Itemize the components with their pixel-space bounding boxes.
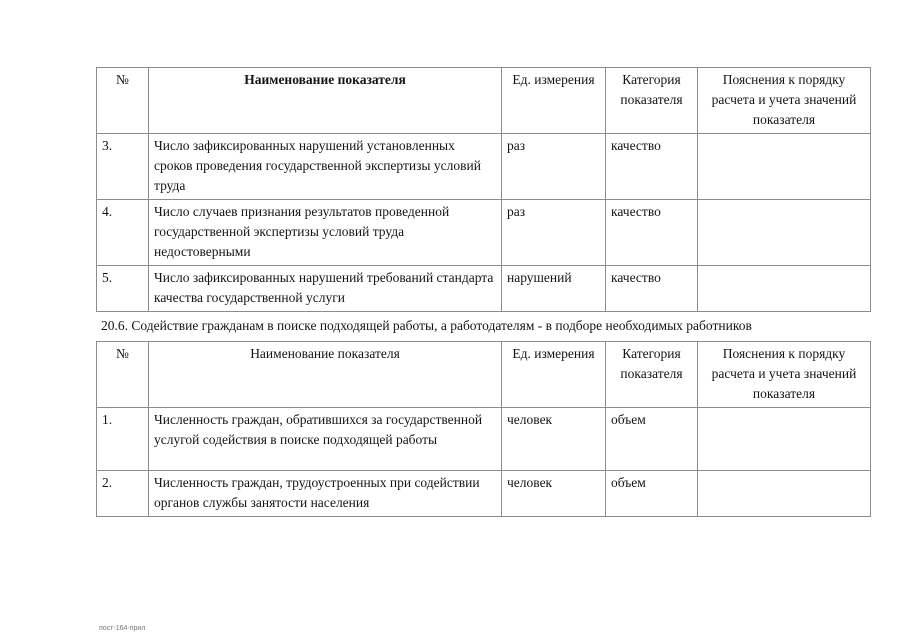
row-number: 3. xyxy=(97,134,149,200)
header-unit: Ед. измерения xyxy=(502,68,606,134)
category-value: качество xyxy=(606,266,698,312)
indicators-table-employment xyxy=(96,341,871,517)
table-header-row xyxy=(97,342,871,408)
table-header-row xyxy=(97,68,871,134)
header-number: № xyxy=(97,68,149,134)
explanation-value xyxy=(698,266,871,312)
header-indicator-name: Наименование показателя xyxy=(149,68,502,134)
row-number: 2. xyxy=(97,471,149,517)
table-row xyxy=(97,408,871,471)
indicator-name: Численность граждан, обратившихся за государственной услугой содействия в поиске подходящей работы xyxy=(149,408,502,471)
row-number: 4. xyxy=(97,200,149,266)
table-row xyxy=(97,471,871,517)
section-heading: 20.6. Содействие гражданам в поиске подходящей работы, а работодателям - в подборе необходимых работников xyxy=(101,318,752,333)
header-category: Категория показателя xyxy=(606,68,698,134)
indicator-name: Число случаев признания результатов проведенной государственной экспертизы условий труда недостоверными xyxy=(149,200,502,266)
header-unit: Ед. измерения xyxy=(502,342,606,408)
header-indicator-name: Наименование показателя xyxy=(149,342,502,408)
row-number: 5. xyxy=(97,266,149,312)
footer-document-code: пост-164-прил xyxy=(99,625,146,632)
table-row xyxy=(97,134,871,200)
row-number: 1. xyxy=(97,408,149,471)
category-value: объем xyxy=(606,408,698,471)
table-row xyxy=(97,266,871,312)
unit-value: человек xyxy=(502,408,606,471)
header-category: Категория показателя xyxy=(606,342,698,408)
category-value: качество xyxy=(606,200,698,266)
explanation-value xyxy=(698,408,871,471)
indicator-name: Численность граждан, трудоустроенных при содействии органов службы занятости населения xyxy=(149,471,502,517)
unit-value: нарушений xyxy=(502,266,606,312)
header-explanation: Пояснения к порядку расчета и учета значений показателя xyxy=(698,68,871,134)
indicator-name: Число зафиксированных нарушений требований стандарта качества государственной услуги xyxy=(149,266,502,312)
category-value: объем xyxy=(606,471,698,517)
header-number: № xyxy=(97,342,149,408)
header-explanation: Пояснения к порядку расчета и учета значений показателя xyxy=(698,342,871,408)
unit-value: раз xyxy=(502,134,606,200)
indicator-name: Число зафиксированных нарушений установленных сроков проведения государственной экспертизы условий труда xyxy=(149,134,502,200)
explanation-value xyxy=(698,471,871,517)
table-row xyxy=(97,200,871,266)
unit-value: раз xyxy=(502,200,606,266)
unit-value: человек xyxy=(502,471,606,517)
indicators-table-quality xyxy=(96,67,871,312)
category-value: качество xyxy=(606,134,698,200)
explanation-value xyxy=(698,134,871,200)
explanation-value xyxy=(698,200,871,266)
